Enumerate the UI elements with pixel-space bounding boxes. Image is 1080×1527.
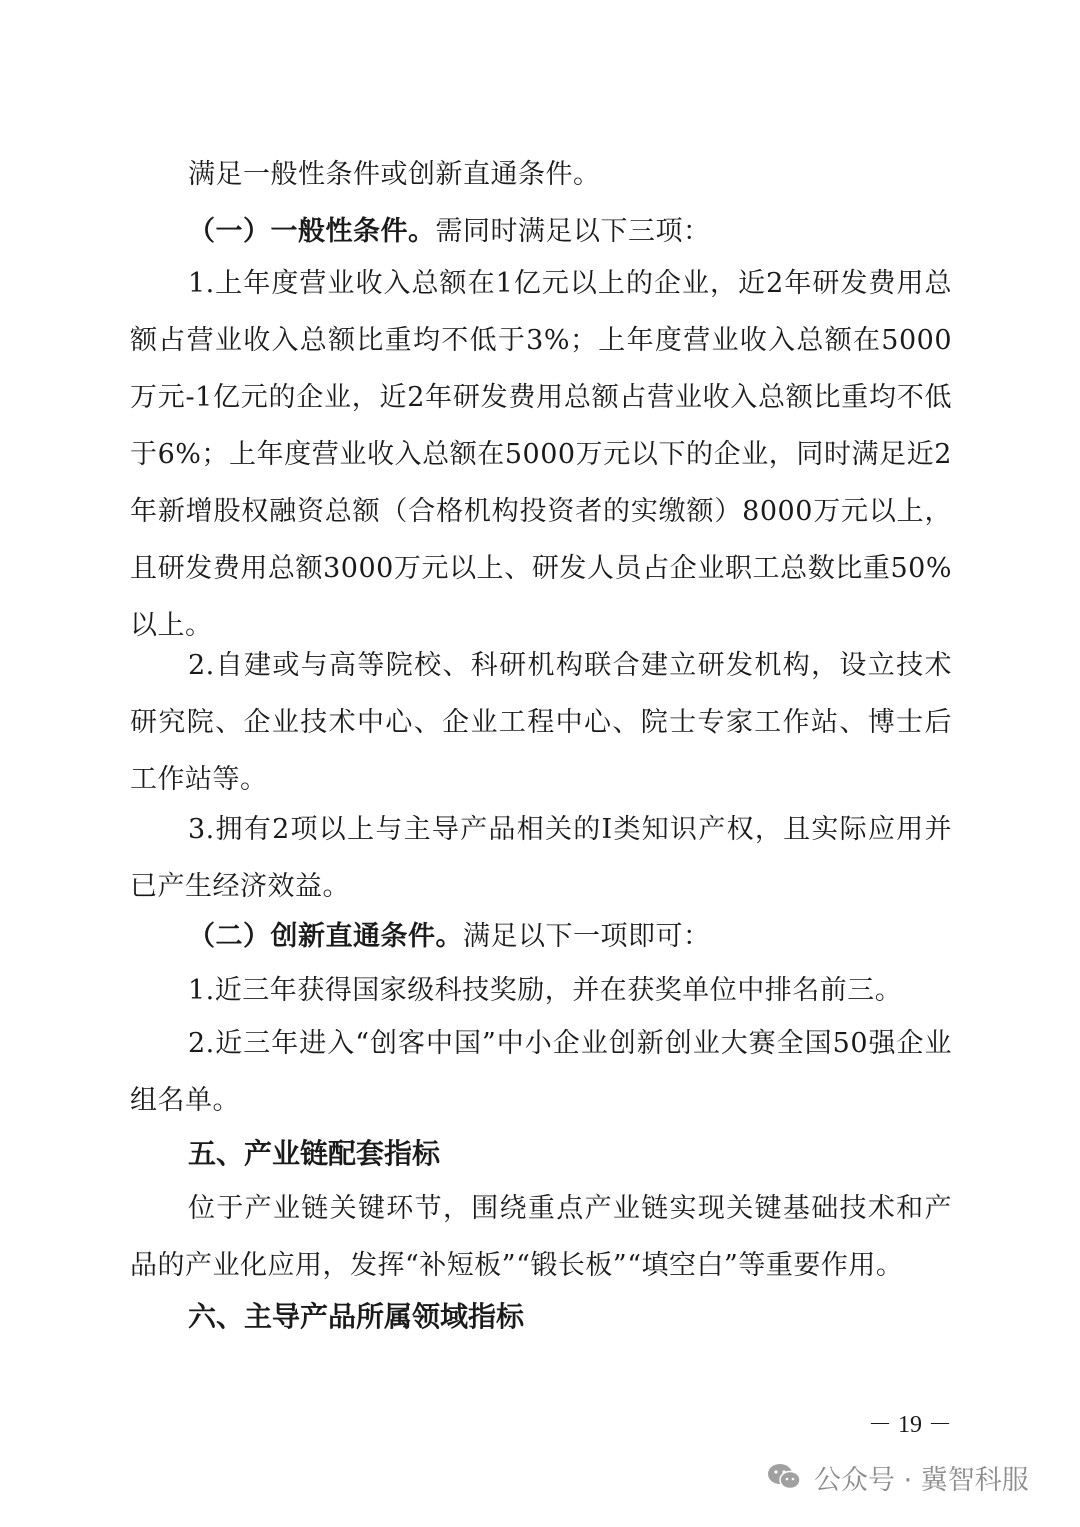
paragraph-section-5: 位于产业链关键环节，围绕重点产业链实现关键基础技术和产品的产业化应用，发挥“补短板”“锻长板”“填空白”等重要作用。 xyxy=(130,1193,952,1281)
subheading-innovation-conditions: （二）创新直通条件。 xyxy=(188,921,463,952)
page-number: － 19 － xyxy=(868,1412,952,1438)
paragraph-innovation-item-2: 2.近三年进入“创客中国”中小企业创新创业大赛全国50强企业组名单。 xyxy=(130,1028,952,1116)
paragraph-item-1: 1.上年度营业收入总额在1亿元以上的企业，近2年研发费用总额占营业收入总额比重均不低于3%；上年度营业收入总额在5000万元-1亿元的企业，近2年研发费用总额占营业收入总额比重均不低于6%；上年度营业收入总额在5000万元以下的企业，同时满足近2年新增股权融资总额（合格机构投资者的实缴额）8000万元以上，且研发费用总额3000万元以上、研发人员占企业职工总数比重50%以上。 xyxy=(130,268,952,641)
paragraph-general-conditions xyxy=(130,203,952,260)
paragraph-item-2: 2.自建或与高等院校、科研机构联合建立研发机构，设立技术研究院、企业技术中心、企业工程中心、院士专家工作站、博士后工作站等。 xyxy=(130,650,952,795)
watermark-text: 公众号 · 冀智科服 xyxy=(814,1464,1029,1496)
heading-section-6: 六、主导产品所属领域指标 xyxy=(188,1300,525,1333)
innovation-conditions-text: 满足以下一项即可： xyxy=(463,921,711,952)
watermark xyxy=(766,1455,1029,1499)
paragraph-intro: 满足一般性条件或创新直通条件。 xyxy=(188,159,601,190)
paragraph-innovation-item-1: 1.近三年获得国家级科技奖励，并在获奖单位中排名前三。 xyxy=(188,975,903,1006)
paragraph-item-3: 3.拥有2项以上与主导产品相关的I类知识产权，且实际应用并已产生经济效益。 xyxy=(130,814,952,902)
wechat-icon xyxy=(766,1461,802,1493)
general-conditions-text: 需同时满足以下三项： xyxy=(435,216,711,247)
paragraph-innovation-conditions xyxy=(130,908,952,965)
heading-section-5: 五、产业链配套指标 xyxy=(188,1137,441,1170)
subheading-general-conditions: （一）一般性条件。 xyxy=(188,216,436,247)
